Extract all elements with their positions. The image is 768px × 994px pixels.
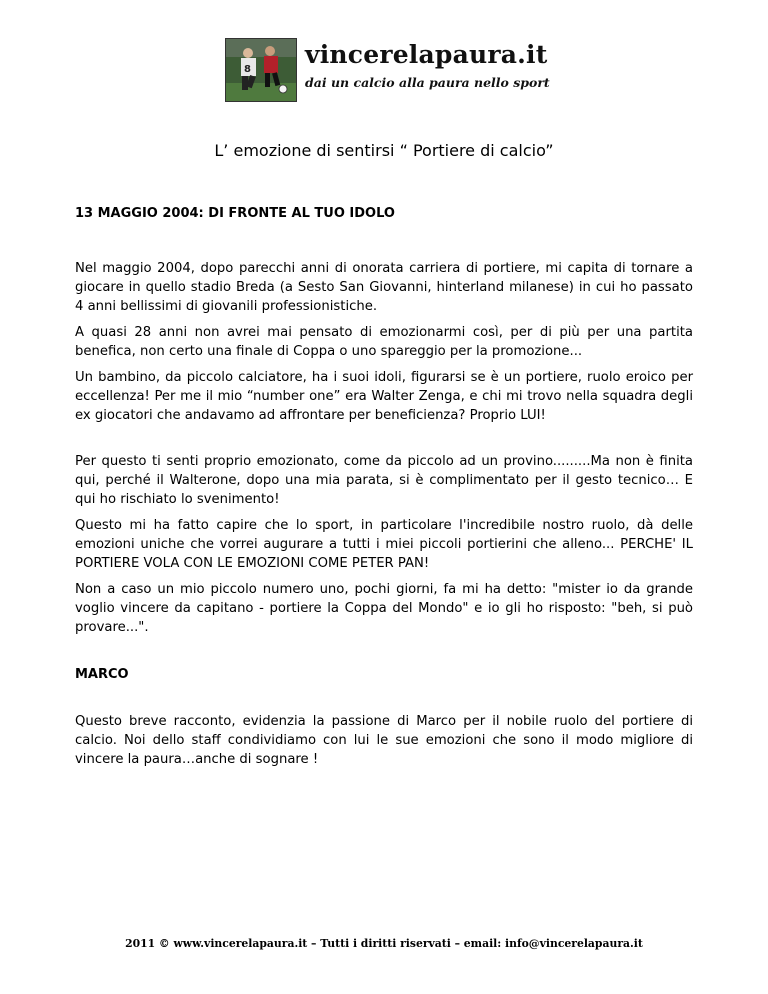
site-name: vincerelapaura.it: [305, 40, 548, 69]
document-title: L’ emozione di sentirsi “ Portiere di calcio”: [214, 141, 554, 160]
paragraph: Nel maggio 2004, dopo parecchi anni di onorata carriera di portiere, mi capita di tornare a giocare in quello stadio Breda (a Sesto San Giovanni, hinterland milanese) in cui ho passato 4 anni bellissimi di giovanili professionistiche.: [75, 261, 693, 314]
page-footer: 2011 © www.vincerelapaura.it – Tutti i diritti riservati – email: info@vincerelapaura.it: [125, 937, 643, 950]
author-heading: MARCO: [75, 667, 129, 682]
closing-paragraph: Questo breve racconto, evidenzia la passione di Marco per il nobile ruolo del portiere di calcio. Noi dello staff condividiamo con lui le sue emozioni che sono il modo migliore di vincere la paura…anche di sognare !: [75, 714, 693, 767]
site-tagline: dai un calcio alla paura nello sport: [305, 75, 550, 90]
soccer-photo: [225, 38, 297, 102]
paragraph: Un bambino, da piccolo calciatore, ha i suoi idoli, figurarsi se è un portiere, ruolo eroico per eccellenza! Per me il mio “number one” era Walter Zenga, e chi mi trovo nella squadra degli ex giocatori che andavamo ad affrontare per beneficienza? Proprio LUI!: [75, 370, 693, 423]
paragraph: Per questo ti senti proprio emozionato, come da piccolo ad un provino.........Ma non è finita qui, perché il Walterone, dopo una mia parata, si è complimentato per il gesto tecnico… E qui ho rischiato lo svenimento!: [75, 454, 693, 507]
paragraph: Non a caso un mio piccolo numero uno, pochi giorni, fa mi ha detto: "mister io da grande voglio vincere da capitano - portiere la Coppa del Mondo" e io gli ho risposto: "beh, si può provare...".: [75, 582, 693, 635]
paragraph: A quasi 28 anni non avrei mai pensato di emozionarmi così, per di più per una partita benefica, non certo una finale di Coppa o uno spareggio per la promozione...: [75, 325, 693, 359]
site-logo: [225, 38, 550, 100]
svg-text:8: 8: [244, 64, 251, 75]
paragraph: Questo mi ha fatto capire che lo sport, in particolare l'incredibile nostro ruolo, dà delle emozioni uniche che vorrei augurare a tutti i miei piccoli portierini che alleno... PERCHE' IL PORTIERE VOLA CON LE EMOZIONI COME PETER PAN!: [75, 518, 693, 571]
section-heading: 13 MAGGIO 2004: DI FRONTE AL TUO IDOLO: [75, 206, 395, 221]
